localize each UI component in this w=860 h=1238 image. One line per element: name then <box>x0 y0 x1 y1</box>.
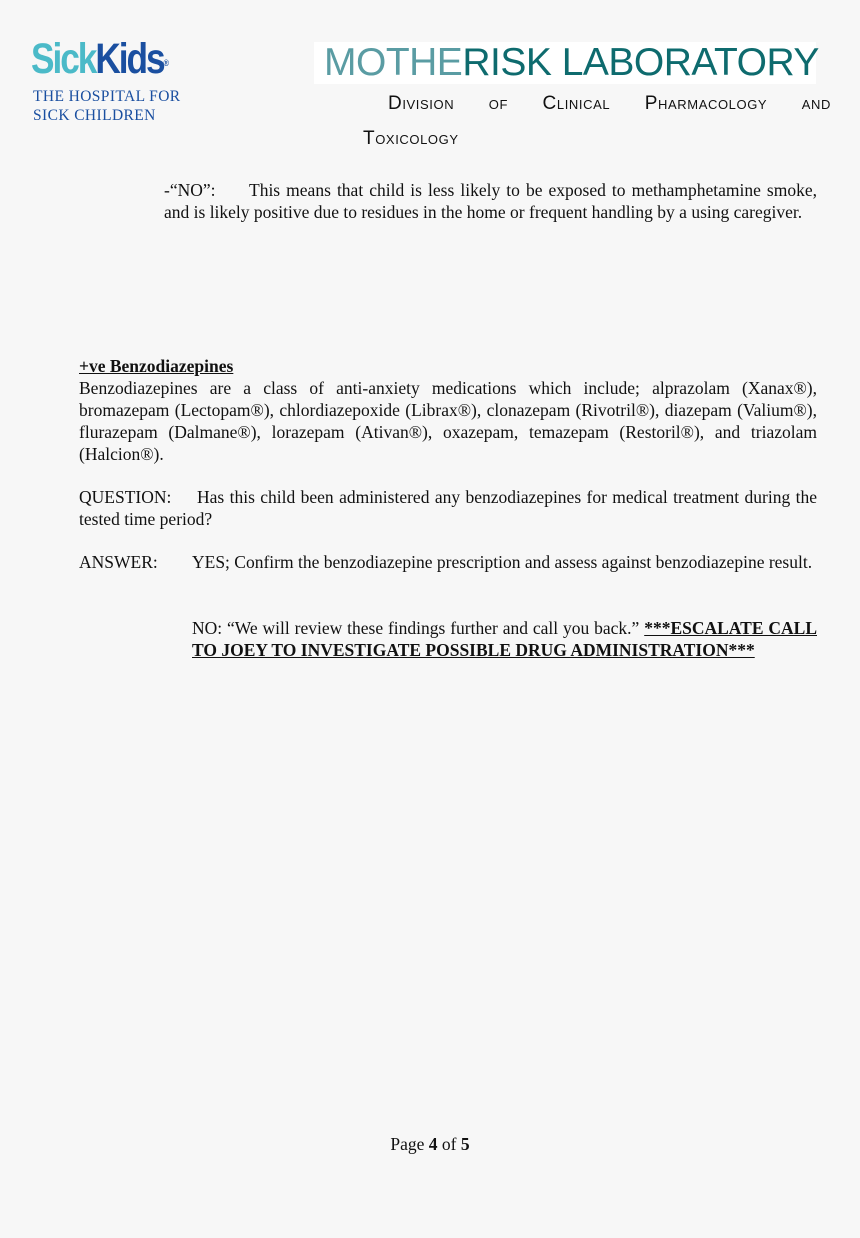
no-item-text: This means that child is less likely to be exposed to methamphetamine smoke, and is likely positive due to residues in the home or frequent handling by a using caregiver. <box>164 180 817 222</box>
answer-no <box>192 617 817 661</box>
hospital-name <box>33 87 181 125</box>
logo-kids-text: Kids <box>95 35 164 83</box>
section-heading: +ve Benzodiazepines <box>79 356 234 376</box>
registered-mark: ® <box>163 58 170 68</box>
no-item-label: -“NO”: <box>164 180 216 200</box>
lab-title <box>314 41 819 84</box>
answer-yes: YES; Confirm the benzodiazepine prescription and assess against benzodiazepine result. <box>192 552 813 572</box>
question-text: Has this child been administered any benzodiazepines for medical treatment during the tested time period? <box>79 487 817 529</box>
logo-sick-text: Sick <box>31 35 96 83</box>
page-prefix: Page <box>390 1134 429 1154</box>
lab-title-part1: MOTHE <box>324 41 463 84</box>
no-item-paragraph <box>164 179 817 223</box>
question-paragraph <box>79 486 817 530</box>
page-number <box>0 1133 860 1155</box>
lab-title-part2: RISK LABORATORY <box>462 41 819 84</box>
hospital-name-line2: SICK CHILDREN <box>33 107 156 124</box>
section-intro: Benzodiazepines are a class of anti-anxiety medications which include; alprazolam (Xanax®), bromazepam (Lectopam®), chlordiazepoxide (Librax®), clonazepam (Rivotril®), diazepam (Valium®), flurazepam (Dalmane®), lorazepam (Ativan®), oxazepam, temazepam (Restoril®), and triazolam (Halcion®). <box>79 378 817 464</box>
page-current: 4 <box>428 1134 438 1154</box>
escalate-instruction: ***ESCALATE CALL TO JOEY TO INVESTIGATE POSSIBLE DRUG ADMINISTRATION*** <box>192 618 817 660</box>
sickkids-logo <box>31 36 169 82</box>
question-label: QUESTION: <box>79 487 172 507</box>
division-line1: Division of Clinical Pharmacology and <box>388 93 831 114</box>
division-line2: Toxicology <box>363 128 459 149</box>
page-total: 5 <box>460 1134 470 1154</box>
answer-label: ANSWER: <box>79 552 158 572</box>
page-mid: of <box>437 1134 461 1154</box>
hospital-name-line1: THE HOSPITAL FOR <box>33 88 181 105</box>
answer-no-text: NO: “We will review these findings further and call you back.” <box>192 618 645 638</box>
